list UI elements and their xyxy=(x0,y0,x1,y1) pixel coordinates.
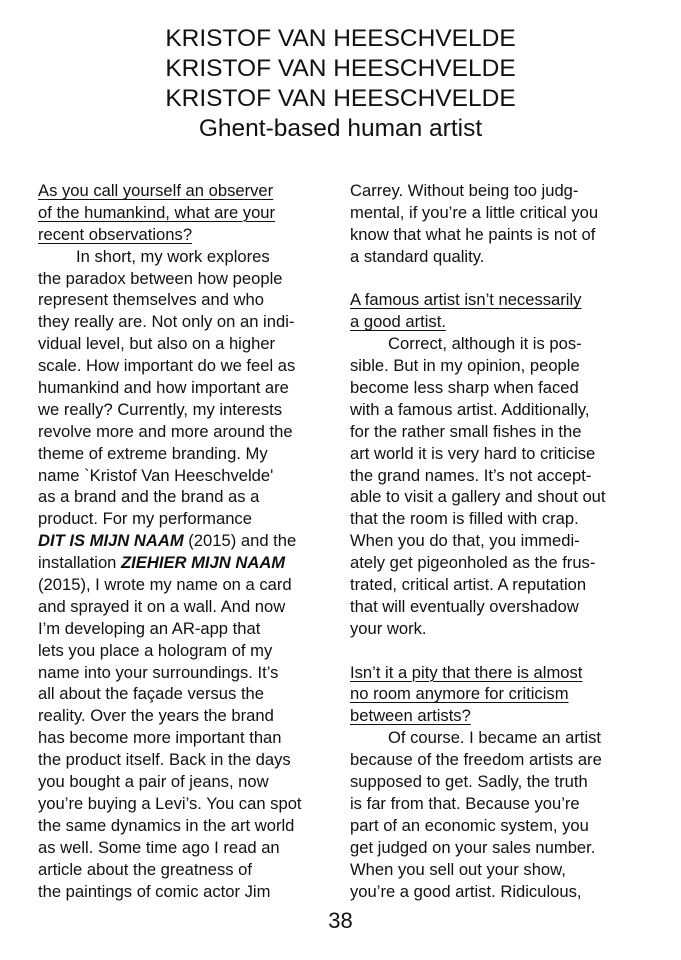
answer-line: as well. Some time ago I read an xyxy=(38,837,280,857)
question-line: a good artist. xyxy=(350,312,446,332)
answer-text: (2015) and the xyxy=(183,531,297,551)
answer-line: you’re a good artist. Ridiculous, xyxy=(350,881,582,901)
left-column xyxy=(38,180,338,902)
right-column xyxy=(350,180,650,902)
answer-line: get judged on your sales number. xyxy=(350,837,596,857)
answer-line: (2015), I wrote my name on a card xyxy=(38,575,292,595)
answer-line: the grand names. It’s not accept- xyxy=(350,465,592,485)
article-header xyxy=(0,24,681,144)
answer-line: art world it is very hard to criticise xyxy=(350,443,596,463)
question-line: of the humankind, what are your xyxy=(38,202,276,222)
answer-line: as a brand and the brand as a xyxy=(38,487,260,507)
answer-line: that the room is filled with crap. xyxy=(350,509,579,529)
answer-line: trated, critical artist. A reputation xyxy=(350,575,587,595)
answer-line: has become more important than xyxy=(38,728,282,748)
answer-line: name `Kristof Van Heeschvelde' xyxy=(38,465,274,485)
artist-name-line: KRISTOF VAN HEESCHVELDE xyxy=(165,85,516,112)
work-title: DIT IS MIJN NAAM xyxy=(38,531,184,551)
answer-line: that will eventually overshadow xyxy=(350,596,579,616)
paragraph-gap xyxy=(350,640,650,662)
answer-line: the product itself. Back in the days xyxy=(38,750,291,770)
answer-line: article about the greatness of xyxy=(38,859,253,879)
answer-line: humankind and how important are xyxy=(38,378,289,398)
answer-line: Of course. I became an artist xyxy=(388,728,602,748)
answer-text: installation xyxy=(38,553,122,573)
answer-line xyxy=(38,552,338,574)
answer-line: ately get pigeonholed as the frus- xyxy=(350,553,596,573)
answer-line: scale. How important do we feel as xyxy=(38,356,296,376)
answer-line: name into your surroundings. It’s xyxy=(38,662,279,682)
answer-line: mental, if you’re a little critical you xyxy=(350,202,599,222)
answer-line: vidual level, but also on a higher xyxy=(38,334,276,354)
answer-line: theme of extreme branding. My xyxy=(38,443,268,463)
artist-name-line: KRISTOF VAN HEESCHVELDE xyxy=(165,55,516,82)
answer-line: is far from that. Because you’re xyxy=(350,793,580,813)
answer-line: In short, my work explores xyxy=(76,246,270,266)
work-title: ZIEHIER MIJN NAAM xyxy=(121,553,286,573)
answer-line: we really? Currently, my interests xyxy=(38,399,283,419)
answer-line: lets you place a hologram of my xyxy=(38,640,273,660)
answer-line xyxy=(38,530,338,552)
question-line: recent observations? xyxy=(38,224,193,244)
answer-line: Correct, although it is pos- xyxy=(388,334,582,354)
answer-line: Carrey. Without being too judg- xyxy=(350,181,579,200)
answer-line: a standard quality. xyxy=(350,246,485,266)
answer-line: you’re buying a Levi’s. You can spot xyxy=(38,793,302,813)
answer-line: sible. But in my opinion, people xyxy=(350,356,580,376)
answer-line: know that what he paints is not of xyxy=(350,224,596,244)
question-line: between artists? xyxy=(350,706,471,726)
page-number: 38 xyxy=(328,908,353,933)
paragraph-gap xyxy=(350,268,650,290)
answer-line: the paradox between how people xyxy=(38,268,283,288)
answer-line: for the rather small fishes in the xyxy=(350,421,582,441)
answer-line: all about the façade versus the xyxy=(38,684,265,704)
question-line: Isn’t it a pity that there is almost xyxy=(350,662,583,682)
artist-name-line: KRISTOF VAN HEESCHVELDE xyxy=(165,25,516,52)
answer-line: because of the freedom artists are xyxy=(350,750,602,770)
answer-line: and sprayed it on a wall. And now xyxy=(38,596,286,616)
answer-line: become less sharp when faced xyxy=(350,378,579,398)
answer-line: represent themselves and who xyxy=(38,290,264,310)
answer-line: supposed to get. Sadly, the truth xyxy=(350,772,588,792)
answer-line: able to visit a gallery and shout out xyxy=(350,487,606,507)
answer-line: with a famous artist. Additionally, xyxy=(350,399,590,419)
question-line: no room anymore for criticism xyxy=(350,684,569,704)
answer-line: When you sell out your show, xyxy=(350,859,566,879)
answer-line: I’m developing an AR-app that xyxy=(38,618,261,638)
answer-line: When you do that, you immedi- xyxy=(350,531,580,551)
answer-line: revolve more and more around the xyxy=(38,421,293,441)
answer-line: part of an economic system, you xyxy=(350,815,589,835)
question-line: As you call yourself an observer xyxy=(38,181,274,200)
answer-line: product. For my performance xyxy=(38,509,252,529)
question-line: A famous artist isn’t necessarily xyxy=(350,290,582,310)
answer-line: reality. Over the years the brand xyxy=(38,706,274,726)
answer-line: they really are. Not only on an indi- xyxy=(38,312,295,332)
artist-subtitle: Ghent-based human artist xyxy=(198,115,483,142)
answer-line: the same dynamics in the art world xyxy=(38,815,295,835)
answer-line: the paintings of comic actor Jim xyxy=(38,881,271,901)
answer-line: your work. xyxy=(350,618,427,638)
answer-line: you bought a pair of jeans, now xyxy=(38,772,269,792)
